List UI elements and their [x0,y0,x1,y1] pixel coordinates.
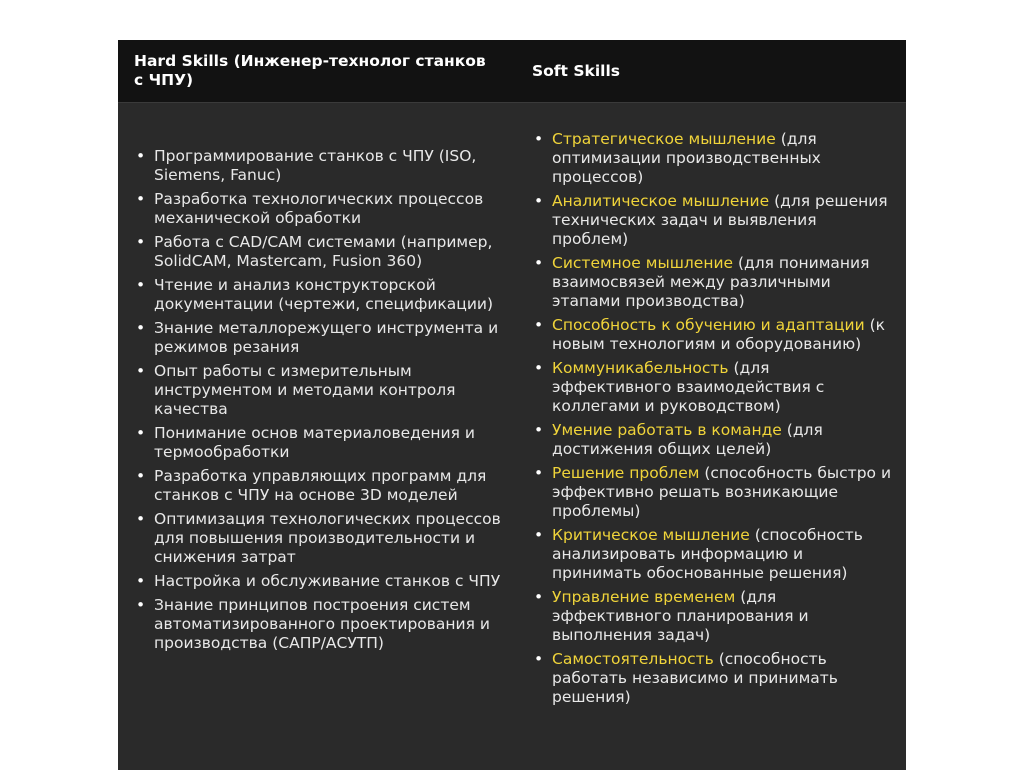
bullet-icon: • [534,464,544,482]
hard-skill-text: Понимание основ материаловедения и термообработки [154,424,475,461]
soft-skill-name: Системное мышление [552,254,734,272]
hard-skill-item [134,424,503,462]
soft-skill-item [532,359,892,416]
bullet-icon: • [534,316,544,334]
soft-skill-item [532,316,892,354]
hard-skill-text: Знание принципов построения систем автоматизированного проектирования и производства (САПР/АСУТП) [154,596,490,652]
soft-skill-description: (способность анализировать информацию и принимать обоснованные решения) [552,526,863,582]
hard-skill-item [134,596,503,653]
hard-skills-list [134,147,503,653]
soft-skill-item [532,588,892,645]
soft-skill-name: Управление временем [552,588,736,606]
hard-skill-text: Знание металлорежущего инструмента и режимов резания [154,319,499,356]
soft-skill-description: (для оптимизации производственных процессов) [552,130,821,186]
hard-skill-item [134,319,503,357]
skills-table [118,40,906,770]
soft-skill-item [532,526,892,583]
bullet-icon: • [534,254,544,272]
soft-skill-description: (способность работать независимо и принимать решения) [552,650,838,706]
hard-skill-item [134,190,503,228]
bullet-icon: • [136,276,146,294]
bullet-icon: • [534,130,544,148]
hard-skill-text: Разработка технологических процессов механической обработки [154,190,484,227]
soft-skill-name: Умение работать в команде [552,421,782,439]
bullet-icon: • [136,362,146,380]
hard-skills-column [118,103,517,712]
soft-skill-description: (для эффективного планирования и выполнения задач) [552,588,809,644]
soft-skill-item [532,421,892,459]
soft-skill-name: Критическое мышление [552,526,750,544]
soft-skill-item [532,254,892,311]
hard-skill-text: Оптимизация технологических процессов для повышения производительности и снижения затрат [154,510,501,566]
table-body [118,103,906,712]
hard-skill-item [134,233,503,271]
soft-skill-description: (для эффективного взаимодействия с коллегами и руководством) [552,359,825,415]
soft-skill-name: Самостоятельность [552,650,714,668]
soft-skill-description: (к новым технологиям и оборудованию) [552,316,886,353]
bullet-icon: • [534,588,544,606]
soft-skill-name: Решение проблем [552,464,700,482]
soft-skill-item [532,130,892,187]
bullet-icon: • [136,319,146,337]
soft-skill-description: (для достижения общих целей) [552,421,823,458]
soft-skill-item [532,192,892,249]
hard-skill-text: Настройка и обслуживание станков с ЧПУ [154,572,501,590]
bullet-icon: • [534,359,544,377]
bullet-icon: • [136,467,146,485]
bullet-icon: • [136,572,146,590]
soft-skills-header: Soft Skills [532,61,620,80]
bullet-icon: • [534,421,544,439]
soft-skill-item [532,464,892,521]
hard-skills-header: Hard Skills (Инженер-технолог станков с ЧПУ) [134,52,486,89]
hard-skill-item [134,510,503,567]
hard-skill-item [134,362,503,419]
hard-skill-text: Разработка управляющих программ для станков с ЧПУ на основе 3D моделей [154,467,487,504]
soft-skill-description: (для понимания взаимосвязей между различными этапами производства) [552,254,870,310]
hard-skill-item [134,572,503,591]
soft-skill-name: Способность к обучению и адаптации [552,316,865,334]
hard-skill-text: Чтение и анализ конструкторской документации (чертежи, спецификации) [154,276,494,313]
bullet-icon: • [136,424,146,442]
hard-skill-item [134,147,503,185]
bullet-icon: • [534,650,544,668]
soft-skill-name: Стратегическое мышление [552,130,776,148]
table-header [118,40,906,103]
soft-skill-item [532,650,892,707]
soft-skill-name: Аналитическое мышление [552,192,770,210]
soft-skills-list [532,130,892,707]
soft-skill-description: (способность быстро и эффективно решать возникающие проблемы) [552,464,892,520]
bullet-icon: • [534,526,544,544]
soft-skill-name: Коммуникабельность [552,359,729,377]
hard-skill-item [134,276,503,314]
bullet-icon: • [534,192,544,210]
hard-skill-text: Программирование станков с ЧПУ (ISO, Siemens, Fanuc) [154,147,477,184]
bullet-icon: • [136,510,146,528]
bullet-icon: • [136,190,146,208]
soft-skills-column [517,103,906,712]
soft-skill-description: (для решения технических задач и выявления проблем) [552,192,888,248]
hard-skill-text: Работа с CAD/CAM системами (например, SolidCAM, Mastercam, Fusion 360) [154,233,493,270]
bullet-icon: • [136,596,146,614]
hard-skill-text: Опыт работы с измерительным инструментом и методами контроля качества [154,362,456,418]
bullet-icon: • [136,147,146,165]
bullet-icon: • [136,233,146,251]
hard-skill-item [134,467,503,505]
